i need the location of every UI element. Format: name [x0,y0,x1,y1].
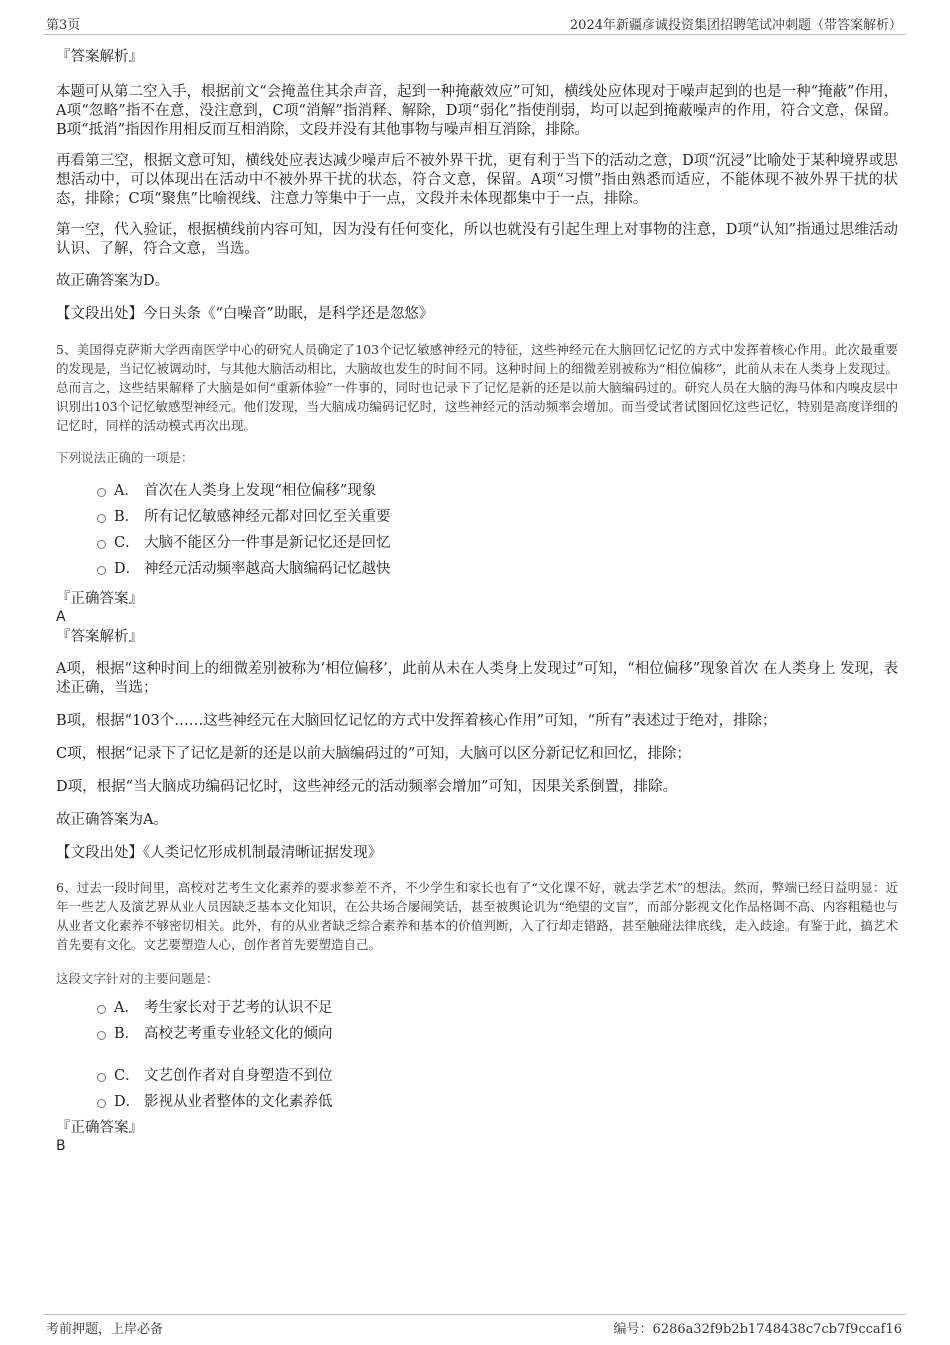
correct-answer-label: 『正确答案』 [56,1120,143,1136]
analysis-paragraph: 本题可从第二空入手，根据前文“会掩盖住其余声音，起到一种掩蔽效应”可知，横线处应体现对于噪声起到的也是一种“掩蔽”作用，A项“忽略”指不在意，没注意到，C项“消解”指消释、解除，D项“弱化”指使削弱，均可以起到掩蔽噪声的作用，符合文意，保留。B项“抵消”指因作用相反而互相消除，文段并没有其他事物与噪声相互消除，排除。 [56,84,898,138]
analysis-label: 『答案解析』 [56,49,143,65]
analysis-conclusion: 故正确答案为D。 [56,273,170,289]
analysis-paragraph: 再看第三空，根据文意可知，横线处应表达减少噪声后不被外界干扰，更有利于当下的活动之意，D项“沉浸”比喻处于某种境界或思想活动中，可以体现出在活动中不被外界干扰的状态，符合文意，保留。A项“习惯”指由熟悉而适应，不能体现不被外界干扰的状态，排除；C项“聚焦”比喻视线、注意力等集中于一点，文段并未体现都集中于一点，排除。 [56,153,898,207]
question-prompt: 这段文字针对的主要问题是： [56,971,219,986]
radio-icon[interactable] [97,1099,106,1108]
option-list [56,995,898,1115]
page-number: 第3页 [46,18,81,33]
analysis-paragraph: A项，根据“这种时间上的细微差别被称为‘相位偏移’，此前从未在人类身上发现过”可知，“相位偏移”现象首次 在人类身上 发现，表述正确，当选； [56,661,898,696]
radio-icon[interactable] [97,566,106,575]
question-stem: 5、美国得克萨斯大学西南医学中心的研究人员确定了103个记忆敏感神经元的特征，这些神经元在大脑回忆记忆的方式中发挥着核心作用。此次最重要的发现是，当记忆被调动时，与其他大脑活动相比，大脑故也发生的时间不同。这种时间上的细微差别被称为“相位偏移”，此前从未在人类身上发现过。总而言之，这些结果解释了大脑是如何“重新体验”一件事的，同时也记录下了记忆是新的还是以前大脑编码过的。研究人员在大脑的海马体和内嗅皮层中识别出103个记忆敏感型神经元。他们发现，当大脑成功编码记忆时，这些神经元的活动频率会增加。而当受试者试图回忆这些记忆，特别是高度详细的记忆时，同样的活动模式再次出现。 [56,342,898,433]
analysis-conclusion: 故正确答案为A。 [56,812,168,828]
option-list [56,478,898,582]
source-citation: 【文段出处】今日头条《“白噪音”助眠，是科学还是忽悠》 [56,306,434,322]
radio-icon[interactable] [97,1073,106,1082]
correct-answer: B [56,1138,66,1154]
option-b[interactable]: B． 所有记忆敏感神经元都对回忆至关重要 [56,504,898,530]
correct-answer: A [56,609,66,625]
analysis-paragraph: B项，根据“103个……这些神经元在大脑回忆记忆的方式中发挥着核心作用”可知，“所有”表述过于绝对，排除； [56,713,777,729]
option-a[interactable]: A． 考生家长对于艺考的认识不足 [56,995,898,1021]
radio-icon[interactable] [97,540,106,549]
radio-icon[interactable] [97,488,106,497]
footer-slogan: 考前押题，上岸必备 [46,1322,164,1337]
radio-icon[interactable] [97,514,106,523]
question-stem: 6、过去一段时间里，高校对艺考生文化素养的要求参差不齐，不少学生和家长也有了“文化课不好，就去学艺术”的想法。然而，弊端已经日益明显：近年一些艺人及演艺界从业人员因缺乏基本文化知识，在公共场合屡闹笑话，甚至被舆论讥为“绝望的文盲”，而部分影视文化作品格调不高、内容粗糙也与从业者文化素养不够密切相关。此外，有的从业者缺乏综合素养和基本的价值判断，入了行却走错路，甚至触碰法律底线，走入歧途。有鉴于此，搞艺术首先要有文化。文艺要塑造人心，创作者首先要塑造自己。 [56,880,898,952]
option-b[interactable]: B． 高校艺考重专业轻文化的倾向 [56,1021,898,1047]
option-d[interactable]: D． 影视从业者整体的文化素养低 [56,1089,898,1115]
source-citation: 【文段出处】《人类记忆形成机制最清晰证据发现》 [56,845,383,861]
document-id: 编号：6286a32f9b2b1748438c7cb7f9ccaf16 [613,1322,902,1337]
analysis-paragraph: D项，根据“当大脑成功编码记忆时，这些神经元的活动频率会增加”可知，因果关系倒置，排除。 [56,779,677,795]
document-title: 2024年新疆彦诚投资集团招聘笔试冲刺题（带答案解析） [569,18,902,33]
correct-answer-label: 『正确答案』 [56,591,143,607]
document-body [56,46,898,1155]
analysis-label: 『答案解析』 [56,629,143,645]
radio-icon[interactable] [97,1005,106,1014]
option-d[interactable]: D． 神经元活动频率越高大脑编码记忆越快 [56,556,898,582]
page-footer [44,1314,906,1337]
analysis-paragraph: C项，根据“记录下了记忆是新的还是以前大脑编码过的”可知，大脑可以区分新记忆和回忆，排除； [56,746,691,762]
page-header [44,14,906,35]
analysis-paragraph: 第一空，代入验证，根据横线前内容可知，因为没有任何变化，所以也就没有引起生理上对事物的注意，D项“认知”指通过思维活动认识、了解，符合文意，当选。 [56,222,898,257]
option-c[interactable]: C． 文艺创作者对自身塑造不到位 [56,1063,898,1089]
option-a[interactable]: A． 首次在人类身上发现“相位偏移”现象 [56,478,898,504]
question-prompt: 下列说法正确的一项是： [56,450,194,465]
radio-icon[interactable] [97,1031,106,1040]
option-c[interactable]: C． 大脑不能区分一件事是新记忆还是回忆 [56,530,898,556]
